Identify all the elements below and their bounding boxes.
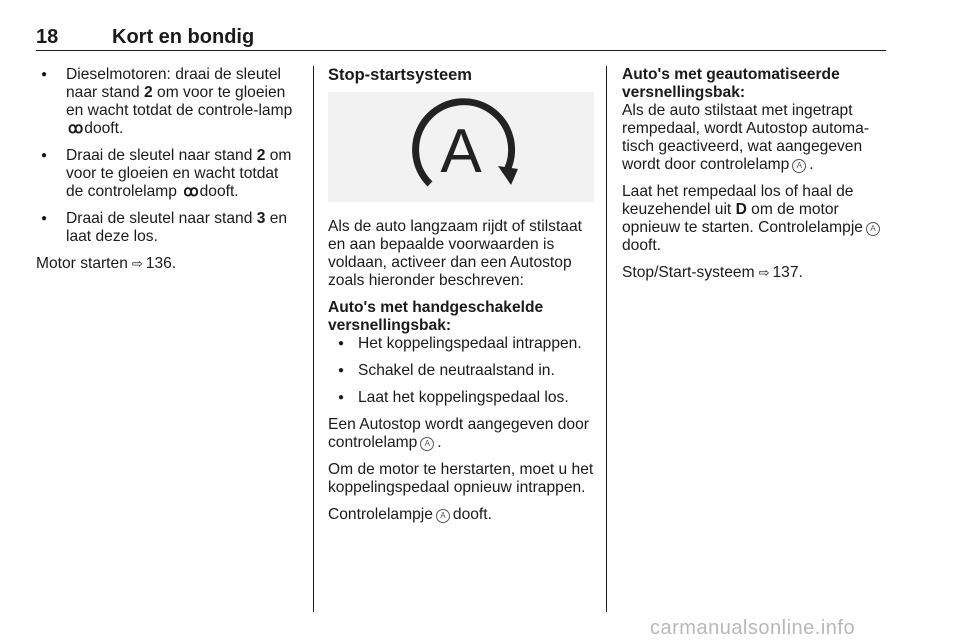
list-item: ● Draai de sleutel naar stand 2 om voor te gloeien en wacht totdat de controlelamp ꝏ dooft. <box>36 147 298 201</box>
list-item: ● Laat het koppelingspedaal los. <box>328 389 594 407</box>
section-title: Stop-startsysteem <box>328 66 472 84</box>
subheading: Auto's met handgeschakelde versnellingsbak: <box>328 299 544 334</box>
page-ref-icon: ⇨ <box>758 265 770 280</box>
subheading: Auto's met geautomatiseerde versnellingsbak: <box>622 66 840 101</box>
autostop-icon: A <box>866 222 880 236</box>
chapter-title: Kort en bondig <box>112 26 255 48</box>
glow-plug-icon: ꝏ <box>68 120 81 137</box>
bullet-list <box>328 335 594 407</box>
autostop-icon: A <box>436 509 450 523</box>
paragraph: Om de motor te herstarten, moet u het koppelingspedaal opnieuw intrappen. <box>328 461 594 496</box>
page-reference[interactable]: Motor starten ⇨ 136. <box>36 255 177 272</box>
bullet-list <box>36 66 298 246</box>
page-header <box>36 26 886 51</box>
paragraph: Een Autostop wordt aangegeven door controlelamp A . <box>328 416 589 451</box>
page-ref-icon: ⇨ <box>131 256 143 271</box>
column-right <box>622 66 884 291</box>
page-reference[interactable]: Stop/Start-systeem ⇨ 137. <box>622 264 803 281</box>
list-item: ● Draai de sleutel naar stand 3 en laat deze los. <box>36 210 298 246</box>
autostop-icon: A <box>420 437 434 451</box>
column-divider <box>313 66 314 612</box>
autostop-figure <box>328 92 594 202</box>
paragraph: Als de auto langzaam rijdt of stilstaat en aan bepaalde voorwaarden is voldaan, activeer dan een Autostop zoals hieronder beschreven: <box>328 218 582 289</box>
page-number: 18 <box>36 26 59 48</box>
watermark: carmanualsonline.info <box>650 617 856 639</box>
autostop-icon: A <box>792 159 806 173</box>
column-middle <box>328 66 594 533</box>
column-divider <box>606 66 607 612</box>
figure-letter: A <box>440 117 482 186</box>
paragraph: Laat het rempedaal los of haal de keuzehendel uit D om de motor opnieuw te starten. Controlelampje Adooft. <box>622 183 884 255</box>
paragraph: Als de auto stilstaat met ingetrapt rempedaal, wordt Autostop automa-tisch geactiveerd, wat aangegeven wordt door controlelamp A . <box>622 102 870 173</box>
list-item: ● Schakel de neutraalstand in. <box>328 362 594 380</box>
autostop-icon <box>328 92 594 202</box>
glow-plug-icon: ꝏ <box>183 183 196 200</box>
paragraph: Controlelampje A dooft. <box>328 506 492 523</box>
column-left <box>36 66 298 282</box>
list-item: ● Het koppelingspedaal intrappen. <box>328 335 594 353</box>
list-item: ● Dieselmotoren: draai de sleutel naar stand 2 om voor te gloeien en wacht totdat de controle-lamp ꝏ dooft. <box>36 66 298 138</box>
